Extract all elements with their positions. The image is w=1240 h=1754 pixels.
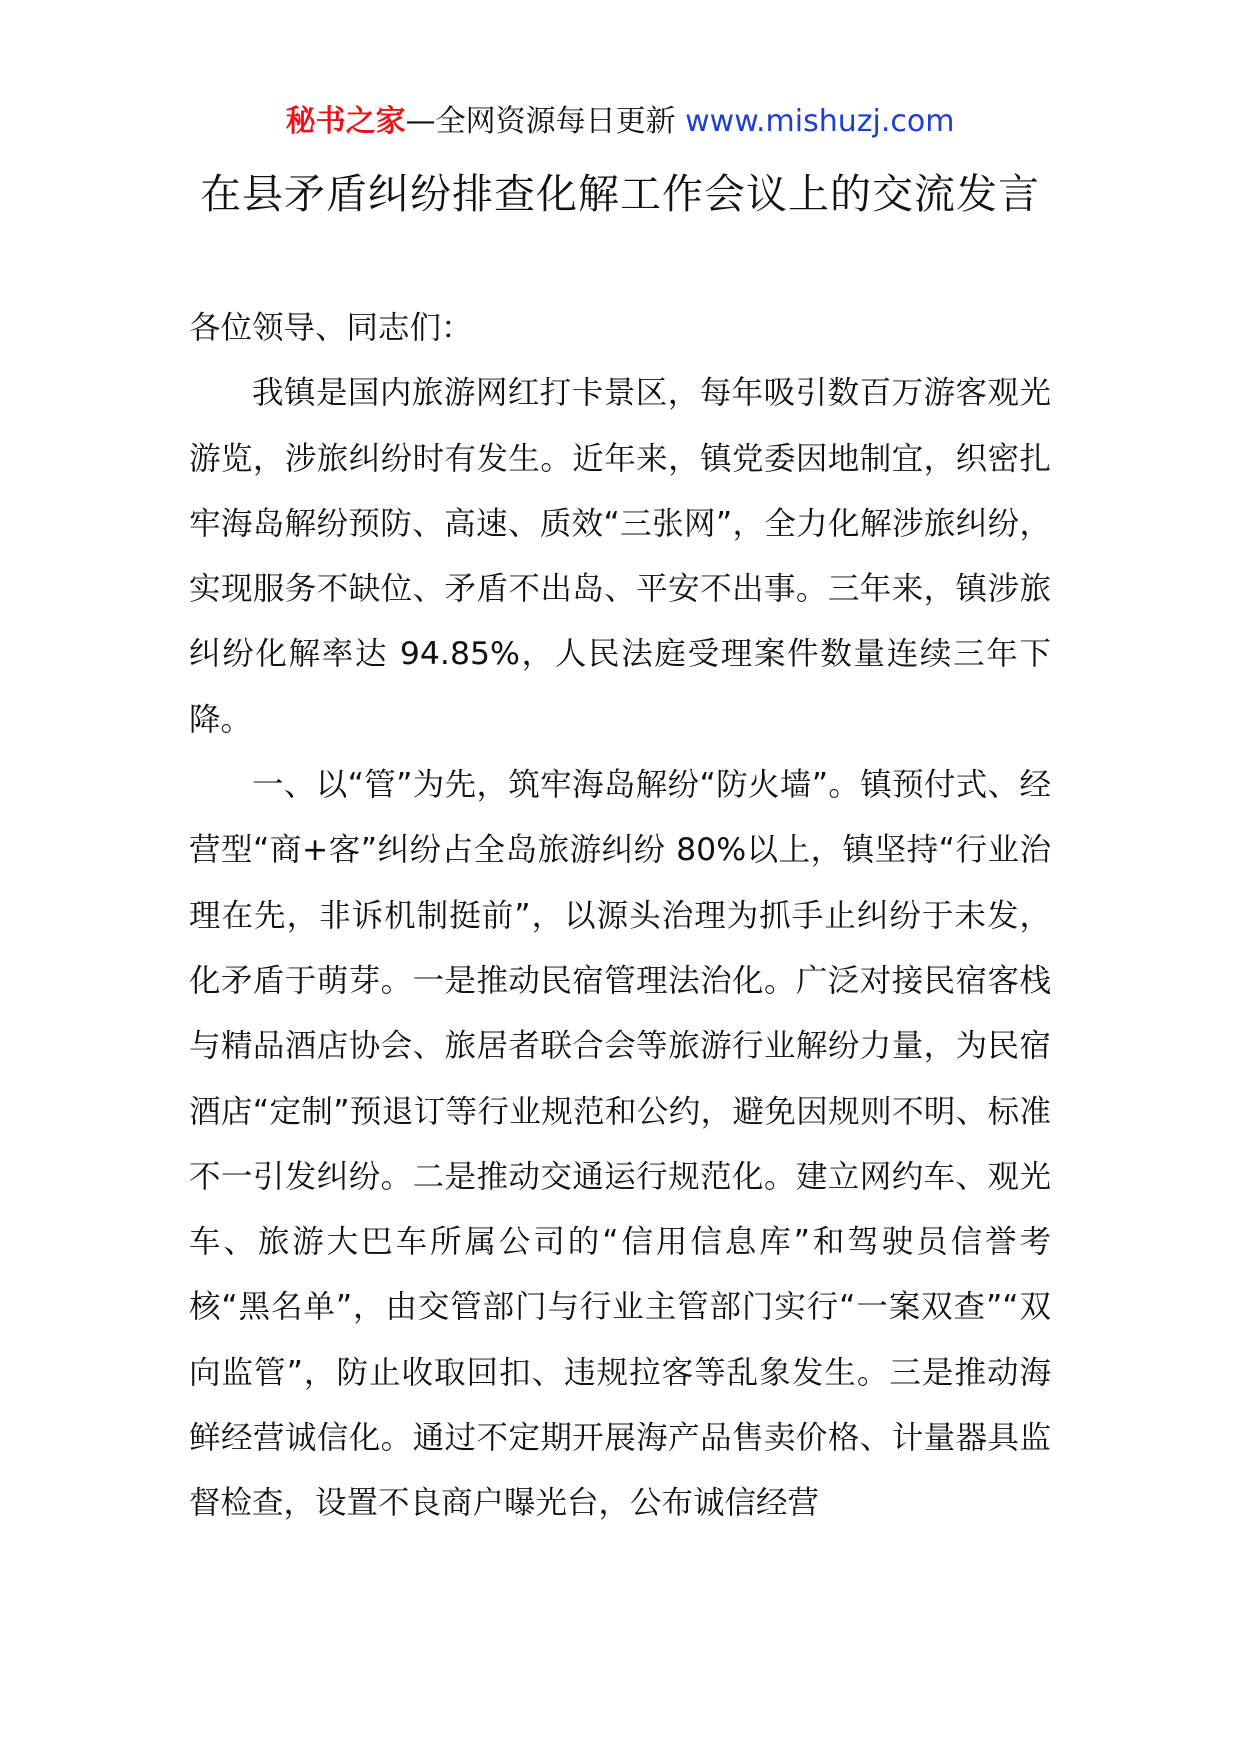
salutation: 各位领导、同志们： [189,310,473,346]
site-header [0,100,1240,144]
document-title: 在县矛盾纠纷排查化解工作会议上的交流发言 [200,170,1040,218]
site-url-link[interactable]: www.mishuzj.com [685,104,955,139]
brand-name: 秘书之家 [285,104,406,139]
document-body [189,296,1051,1537]
paragraph-section-one: 一、以“管”为先，筑牢海岛解纷“防火墙”。镇预付式、经营型“商+客”纠纷占全岛旅游纠纷 80%以上，镇坚持“行业治理在先，非诉机制挺前”，以源头治理为抓手止纠纷于未发，化矛盾于萌芽。一是推动民宿管理法治化。广泛对接民宿客栈与精品酒店协会、旅居者联合会等旅游行业解纷力量，为民宿酒店“定制”预退订等行业规范和公约，避免因规则不明、标准不一引发纠纷。二是推动交通运行规范化。建立网约车、观光车、旅游大巴车所属公司的“信用信息库”和驾驶员信誉考核“黑名单”，由交管部门与行业主管部门实行“一案双查”“双向监管”，防止收取回扣、违规拉客等乱象发生。三是推动海鲜经营诚信化。通过不定期开展海产品售卖价格、计量器具监督检查，设置不良商户曝光台，公布诚信经营 [189,767,1051,1522]
header-tagline: —全网资源每日更新 [405,104,676,139]
paragraph-intro: 我镇是国内旅游网红打卡景区，每年吸引数百万游客观光游览，涉旅纠纷时有发生。近年来，镇党委因地制宜，织密扎牢海岛解纷预防、高速、质效“三张网”，全力化解涉旅纠纷，实现服务不缺位、矛盾不出岛、平安不出事。三年来，镇涉旅纠纷化解率达 94.85%，人民法庭受理案件数量连续三年下降。 [189,375,1051,738]
